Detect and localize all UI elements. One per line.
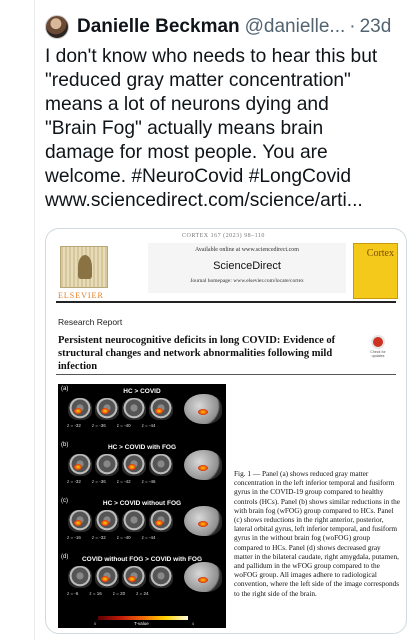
available-online: Available online at www.sciencedirect.com (195, 247, 299, 253)
tweet-header (45, 14, 410, 40)
author-handle[interactable]: @danielle... (244, 16, 346, 37)
journal-cover (353, 243, 398, 299)
tweet[interactable] (34, 0, 416, 640)
figure-panel: (b) HC > COVID with FOG z = -32 z = -36 z = -42 z = -46 (58, 440, 226, 496)
brain-render (184, 394, 222, 424)
divider (56, 301, 396, 303)
avatar[interactable] (45, 15, 69, 39)
sciencedirect-label: ScienceDirect (213, 260, 281, 272)
paper-title: Persistent neurocognitive deficits in long COVID: Evidence of structural changes and network abnormalities following mild infection (58, 335, 336, 372)
author-name[interactable]: Danielle Beckman (77, 16, 240, 37)
brain-render (184, 506, 222, 536)
panel-title: HC > COVID without FOG (102, 500, 182, 507)
panel-title: HC > COVID with FOG (107, 444, 177, 451)
colorbar-labels: 0 T-value 4 (94, 621, 194, 626)
journal-info-box (148, 243, 346, 293)
cover-label: Cortex (366, 248, 394, 259)
publisher-name: ELSEVIER (58, 291, 104, 300)
figure-panel: (c) HC > COVID without FOG z = -16 z = -32 z = -40 z = -44 (58, 496, 226, 552)
brain-render (184, 450, 222, 480)
panel-tag: (a) (61, 386, 69, 392)
journal-homepage: Journal homepage: www.elsevier.com/locate/cortex (190, 278, 304, 284)
separator-dot: · (349, 16, 356, 37)
panel-tag: (d) (61, 554, 69, 560)
section-label: Research Report (58, 317, 123, 327)
panel-tag: (b) (61, 442, 69, 448)
panel-tag: (c) (61, 498, 68, 504)
check-for-updates-icon (368, 335, 388, 357)
journal-header (46, 229, 406, 311)
attached-image[interactable] (45, 228, 407, 634)
elsevier-tree-logo (60, 246, 108, 288)
colorbar (98, 616, 188, 620)
panel-title: COVID without FOG > COVID with FOG (81, 556, 203, 563)
figure-panel: (a) HC > COVID z = -32 z = -36 z = -40 z = -44 (58, 384, 226, 440)
tweet-timestamp[interactable]: 23d (359, 16, 392, 37)
figure-panel: (d) COVID without FOG > COVID with FOG z = -6 z = 16 z = 20 z = 24 (58, 552, 226, 608)
journal-reference: CORTEX 167 (2023) 98–110 (182, 233, 265, 239)
update-badge-label: Check for updates (370, 350, 386, 358)
tweet-text: I don't know who needs to hear this but "reduced gray matter concentration" means a lot of neurons dying and "Brain Fog" actually means brain damage for most people. You are welcome. #NeuroCovid #LongCovid www.sciencedirect.com/science/arti... (45, 46, 378, 211)
brain-figure (58, 384, 226, 628)
brain-render (184, 562, 222, 592)
panel-title: HC > COVID (123, 388, 161, 395)
divider (56, 374, 396, 375)
figure-caption: Fig. 1 — Panel (a) shows reduced gray matter concentration in the left inferior temporal and fusiform gyrus in the COVID-19 group compared to healthy controls (HCs). Panel (b) shows similar reductions in the with brain fog (wFOG) group compared to HCs. Panel (c) shows reductions in the right anterior, posterior, lateral orbital gyrus, left inferior temporal, and fusiform gyrus in the without brain fog (woFOG) group compared to HCs. Panel (d) shows decreased gray matter in the bilateral caudate, right amygdala, putamen, and pallidum in the wFOG group compared to the woFOG group. All images adhere to radiological convention, where the left side of the image corresponds to the right side of the brain. (234, 469, 400, 598)
